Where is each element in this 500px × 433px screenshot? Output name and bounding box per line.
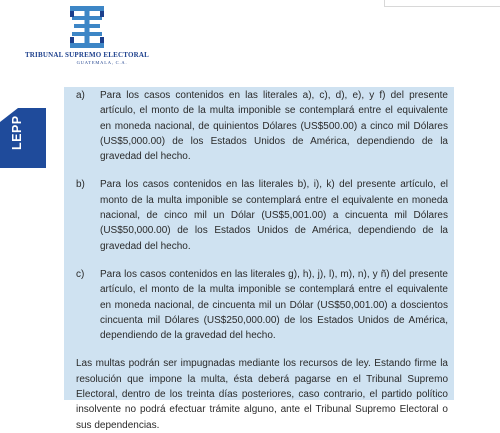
lepp-tab-label: LEPP bbox=[10, 115, 24, 150]
tse-logo bbox=[23, 4, 151, 80]
item-marker: a) bbox=[76, 90, 85, 101]
item-text: Para los casos contenidos en las literales g), h), j), l), m), n), y ñ) del presente artículo, el monto de la multa imponible se contemplará entre el equivalente en moneda nacional, de cincuenta mil un Dólar (US$50,001.00) a doscientos cincuenta mil Dólares (US$250,000.00) de los Estados Unidos de América, dependiendo de la gravedad del hecho. bbox=[100, 268, 448, 342]
list-item-c bbox=[76, 267, 448, 343]
logo-subtitle: GUATEMALA, C.A. bbox=[76, 60, 128, 65]
content-body bbox=[76, 88, 448, 433]
item-marker: c) bbox=[76, 268, 85, 280]
item-text: Para los casos contenidos en las literales a), c), d), e), y f) del presente artículo, el monto de la multa imponible se contemplará entre el equivalente en moneda nacional, de quinientos Dólares (US$500.00) a cinco mil Dólares (US$5,000.00) de los Estados Unidos de América, dependiendo de la gravedad del hecho. bbox=[100, 90, 448, 163]
closing-paragraph: Las multas podrán ser impugnadas mediante los recursos de ley. Estando firme la resolución que impone la multa, ésta deberá pagarse en el Tribunal Supremo Electoral, dentro de los treinta días posteriores, caso contrario, el partido político insolvente no podrá efectuar trámite alguno, ante el Tribunal Supremo Electoral o sus dependencias. bbox=[76, 358, 448, 431]
top-right-box bbox=[384, 0, 500, 7]
item-text: Para los casos contenidos en las literales b), i), k) del presente artículo, el monto de la multa imponible se contemplará entre el equivalente en moneda nacional, de cinco mil un Dólar (US$5,001.00) a cincuenta mil Dólares (US$50,000.00) de los Estados Unidos de América, dependiendo de la gravedad del hecho. bbox=[100, 179, 448, 252]
tse-emblem-icon bbox=[67, 4, 107, 50]
item-marker: b) bbox=[76, 179, 85, 191]
list-item-b bbox=[76, 177, 448, 253]
logo-name: TRIBUNAL SUPREMO ELECTORAL bbox=[24, 51, 150, 59]
list-item-a bbox=[76, 88, 448, 164]
